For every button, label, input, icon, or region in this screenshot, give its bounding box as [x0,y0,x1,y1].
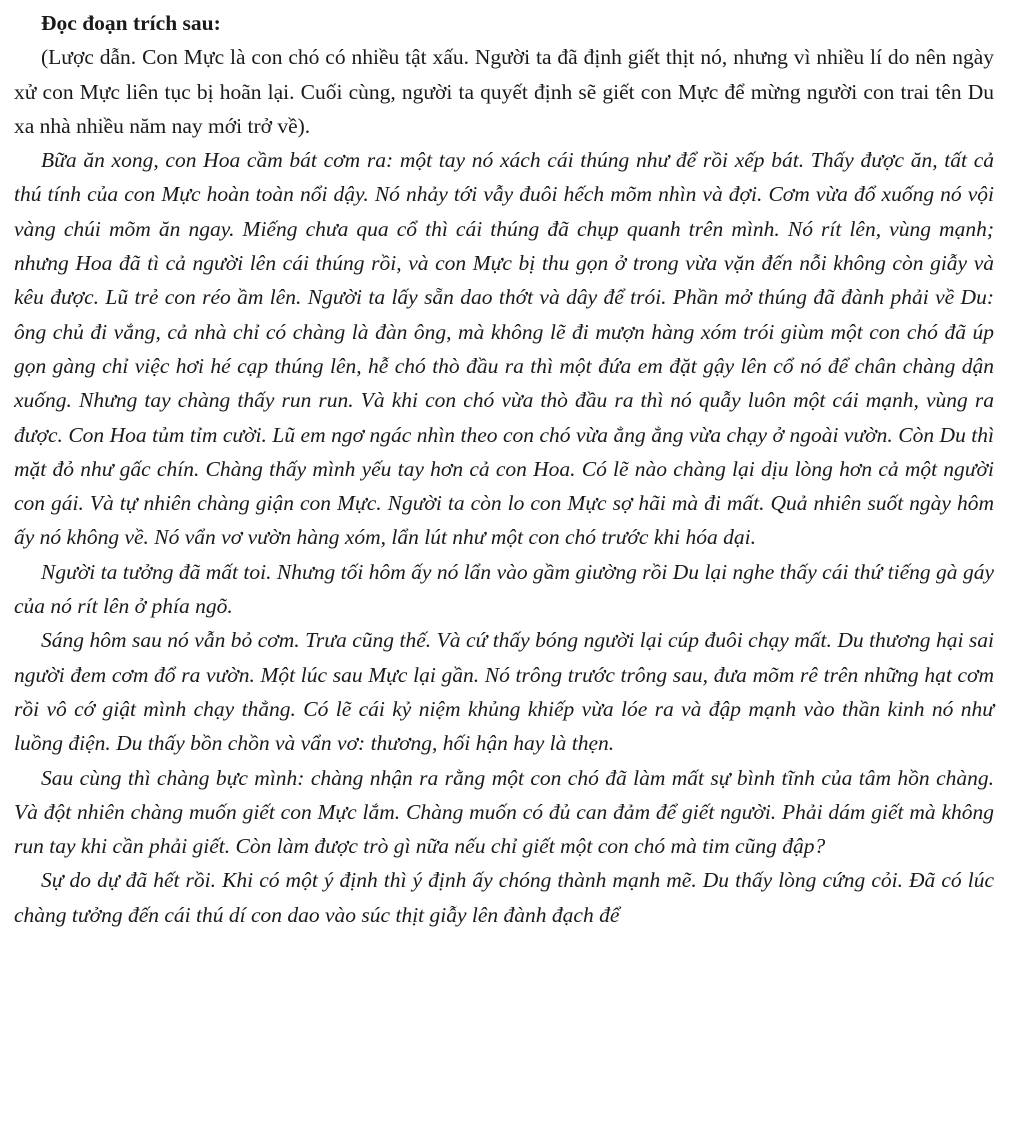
story-paragraph-2: Người ta tưởng đã mất toi. Nhưng tối hôm ấy nó lẩn vào gầm giường rồi Du lại nghe thấy cái thứ tiếng gà gáy của nó rít lên ở phía ngõ. [14,559,994,619]
story-paragraph-5: Sự do dự đã hết rồi. Khi có một ý định thì ý định ấy chóng thành mạnh mẽ. Du thấy lòng cứng cỏi. Đã có lúc chàng tưởng đến cái thú dí con dao vào súc thịt giẫy lên đành đạch để [14,868,994,927]
story-paragraph-4: Sau cùng thì chàng bực mình: chàng nhận ra rằng một con chó đã làm mất sự bình tĩnh của tâm hồn chàng. Và đột nhiên chàng muốn giết con Mực lắm. Chàng muốn có đủ can đảm để giết người. Phải dám giết mà không run tay khi cần phải giết. Còn làm được trò gì nữa nếu chỉ giết một con chó mà tim cũng đập? [14,765,994,859]
story-paragraph-3: Sáng hôm sau nó vẫn bỏ cơm. Trưa cũng thế. Và cứ thấy bóng người lại cúp đuôi chạy mất. Du thương hại sai người đem cơm đổ ra vườn. Một lúc sau Mực lại gần. Nó trông trước trông sau, đưa mõm rê trên những hạt cơm rồi vô cớ giật mình chạy thẳng. Có lẽ cái kỷ niệm khủng khiếp vừa lóe ra và đập mạnh vào thần kinh nó như luồng điện. Du thấy bồn chồn và vẩn vơ: thương, hối hận hay là thẹn. [14,628,994,756]
intro-paragraph: (Lược dẫn. Con Mực là con chó có nhiều tật xấu. Người ta đã định giết thịt nó, nhưng vì nhiều lí do nên ngày xử con Mực liên tục bị hoãn lại. Cuối cùng, người ta quyết định sẽ giết con Mực để mừng người con trai tên Du xa nhà nhiều năm nay mới trở về). [14,45,994,138]
story-paragraph-1: Bữa ăn xong, con Hoa cầm bát cơm ra: một tay nó xách cái thúng như để rồi xếp bát. Thấy được ăn, tất cả thú tính của con Mực hoàn toàn nổi dậy. Nó nhảy tới vẫy đuôi hếch mõm nhìn và đợi. Cơm vừa đổ xuống nó vội vàng chúi mõm ăn ngay. Miếng chưa qua cổ thì cái thúng đã chụp quanh trên mình. Nó rít lên, vùng mạnh; nhưng Hoa đã tì cả người lên cái thúng rồi, và con Mực bị thu gọn ở trong vừa vặn đến nỗi không còn giẫy và kêu được. Lũ trẻ con réo ầm lên. Người ta lấy sẵn dao thớt và dây để trói. Phần mở thúng đã đành phải về Du: ông chủ đi vắng, cả nhà chỉ có chàng là đàn ông, mà không lẽ đi mượn hàng xóm trói giùm một con chó đã úp gọn gàng chỉ việc hơi hé cạp thúng lên, hễ chó thò đầu ra thì một đứa em đặt gậy lên cổ nó để chân chàng dận xuống. Nhưng tay chàng thấy run run. Và khi con chó vừa thò đầu ra thì nó quẫy luôn một cái mạnh, vùng ra được. Con Hoa tủm tỉm cười. Lũ em ngơ ngác nhìn theo con chó vừa ẳng ẳng vừa chạy ở ngoài vườn. Còn Du thì mặt đỏ như gấc chín. Chàng thấy mình yếu tay hơn cả con Hoa. Có lẽ nào chàng lại dịu lòng hơn cả một người con gái. Và tự nhiên chàng giận con Mực. Người ta còn lo con Mực sợ hãi mà đi mất. Quả nhiên suốt ngày hôm ấy nó không về. Nó vẩn vơ vườn hàng xóm, lẩn lút như một con chó trước khi hóa dại. [14,148,994,550]
document-heading: Đọc đoạn trích sau: [41,11,221,35]
